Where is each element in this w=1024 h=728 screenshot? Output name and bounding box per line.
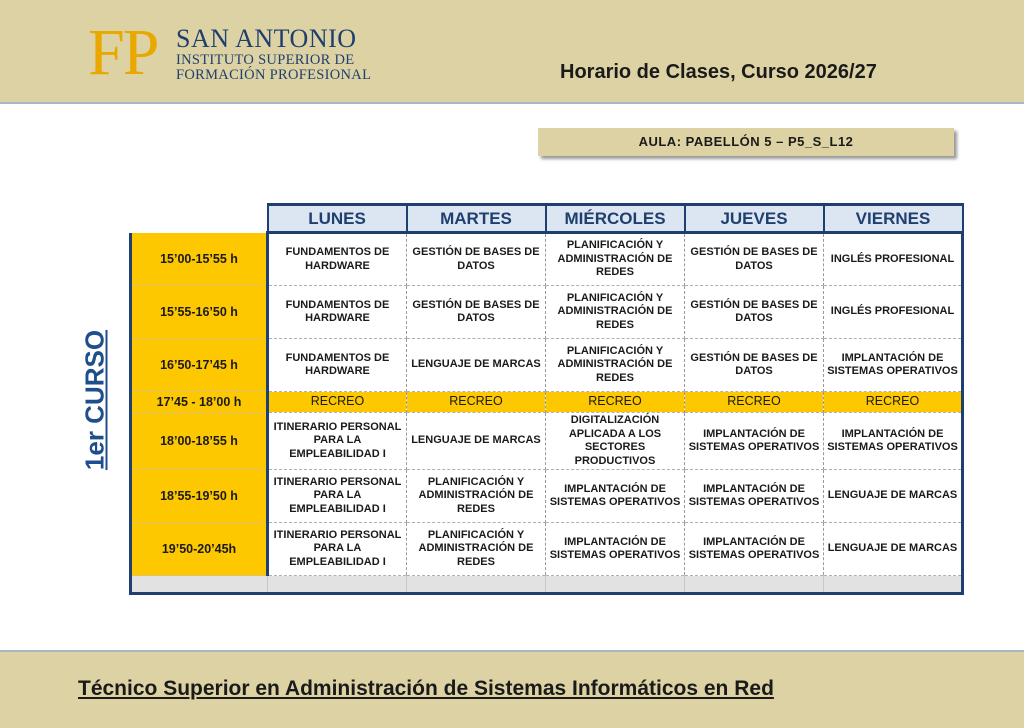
class-cell: IMPLANTACIÓN DE SISTEMAS OPERATIVOS	[546, 523, 685, 576]
program-title: Técnico Superior en Administración de Sistemas Informáticos en Red	[78, 677, 774, 700]
class-cell: ITINERARIO PERSONAL PARA LA EMPLEABILIDAD I	[268, 470, 407, 523]
course-label: 1er CURSO	[79, 329, 110, 471]
class-cell: IMPLANTACIÓN DE SISTEMAS OPERATIVOS	[685, 523, 824, 576]
class-cell: FUNDAMENTOS DE HARDWARE	[268, 339, 407, 392]
schedule-table	[129, 203, 964, 595]
day-header-friday: VIERNES	[824, 205, 963, 233]
class-cell: DIGITALIZACIÓN APLICADA A LOS SECTORES PRODUCTIVOS	[546, 413, 685, 470]
logo-subtitle-line-2: FORMACIÓN PROFESIONAL	[176, 67, 372, 83]
class-cell: FUNDAMENTOS DE HARDWARE	[268, 286, 407, 339]
footer-cell	[824, 576, 963, 594]
class-cell: GESTIÓN DE BASES DE DATOS	[407, 233, 546, 286]
class-cell: GESTIÓN DE BASES DE DATOS	[685, 339, 824, 392]
footer-cell	[131, 576, 268, 594]
schedule-row	[131, 413, 963, 470]
header-band	[0, 0, 1024, 104]
class-cell: INGLÉS PROFESIONAL	[824, 286, 963, 339]
table-footer-row	[131, 576, 963, 594]
class-cell: ITINERARIO PERSONAL PARA LA EMPLEABILIDAD I	[268, 413, 407, 470]
day-header-row	[131, 205, 963, 233]
class-cell: LENGUAJE DE MARCAS	[824, 523, 963, 576]
class-cell: LENGUAJE DE MARCAS	[407, 413, 546, 470]
class-cell: LENGUAJE DE MARCAS	[824, 470, 963, 523]
class-cell: GESTIÓN DE BASES DE DATOS	[407, 286, 546, 339]
class-cell: IMPLANTACIÓN DE SISTEMAS OPERATIVOS	[685, 413, 824, 470]
room-label: AULA: PABELLÓN 5 – P5_S_L12	[538, 128, 954, 156]
document-title: Horario de Clases, Curso 2026/27	[560, 61, 877, 83]
logo-mark: FP	[88, 16, 158, 89]
class-cell: GESTIÓN DE BASES DE DATOS	[685, 233, 824, 286]
break-cell: RECREO	[407, 392, 546, 413]
class-cell: IMPLANTACIÓN DE SISTEMAS OPERATIVOS	[824, 339, 963, 392]
day-header-monday: LUNES	[268, 205, 407, 233]
time-slot: 17’45 - 18’00 h	[131, 392, 268, 413]
break-row	[131, 392, 963, 413]
logo-name: SAN ANTONIO	[176, 24, 357, 53]
schedule-row	[131, 286, 963, 339]
class-cell: PLANIFICACIÓN Y ADMINISTRACIÓN DE REDES	[546, 286, 685, 339]
class-cell: LENGUAJE DE MARCAS	[407, 339, 546, 392]
day-header-tuesday: MARTES	[407, 205, 546, 233]
class-cell: ITINERARIO PERSONAL PARA LA EMPLEABILIDAD I	[268, 523, 407, 576]
schedule-row	[131, 233, 963, 286]
break-cell: RECREO	[546, 392, 685, 413]
break-cell: RECREO	[268, 392, 407, 413]
schedule-row	[131, 470, 963, 523]
footer-cell	[685, 576, 824, 594]
class-cell: PLANIFICACIÓN Y ADMINISTRACIÓN DE REDES	[407, 470, 546, 523]
schedule-row	[131, 339, 963, 392]
time-slot: 15’55-16’50 h	[131, 286, 268, 339]
footer-cell	[546, 576, 685, 594]
time-slot: 15’00-15’55 h	[131, 233, 268, 286]
day-header-wednesday: MIÉRCOLES	[546, 205, 685, 233]
class-cell: PLANIFICACIÓN Y ADMINISTRACIÓN DE REDES	[546, 233, 685, 286]
logo-subtitle-line-1: INSTITUTO SUPERIOR DE	[176, 52, 355, 68]
class-cell: IMPLANTACIÓN DE SISTEMAS OPERATIVOS	[685, 470, 824, 523]
day-header-thursday: JUEVES	[685, 205, 824, 233]
class-cell: INGLÉS PROFESIONAL	[824, 233, 963, 286]
time-slot: 18’55-19’50 h	[131, 470, 268, 523]
class-cell: PLANIFICACIÓN Y ADMINISTRACIÓN DE REDES	[546, 339, 685, 392]
schedule-row	[131, 523, 963, 576]
break-cell: RECREO	[824, 392, 963, 413]
time-slot: 16’50-17’45 h	[131, 339, 268, 392]
class-cell: GESTIÓN DE BASES DE DATOS	[685, 286, 824, 339]
time-slot: 19’50-20’45h	[131, 523, 268, 576]
class-cell: IMPLANTACIÓN DE SISTEMAS OPERATIVOS	[824, 413, 963, 470]
footer-cell	[407, 576, 546, 594]
break-cell: RECREO	[685, 392, 824, 413]
class-cell: FUNDAMENTOS DE HARDWARE	[268, 233, 407, 286]
footer-cell	[268, 576, 407, 594]
class-cell: PLANIFICACIÓN Y ADMINISTRACIÓN DE REDES	[407, 523, 546, 576]
time-slot: 18’00-18’55 h	[131, 413, 268, 470]
corner-blank	[131, 205, 268, 233]
class-cell: IMPLANTACIÓN DE SISTEMAS OPERATIVOS	[546, 470, 685, 523]
